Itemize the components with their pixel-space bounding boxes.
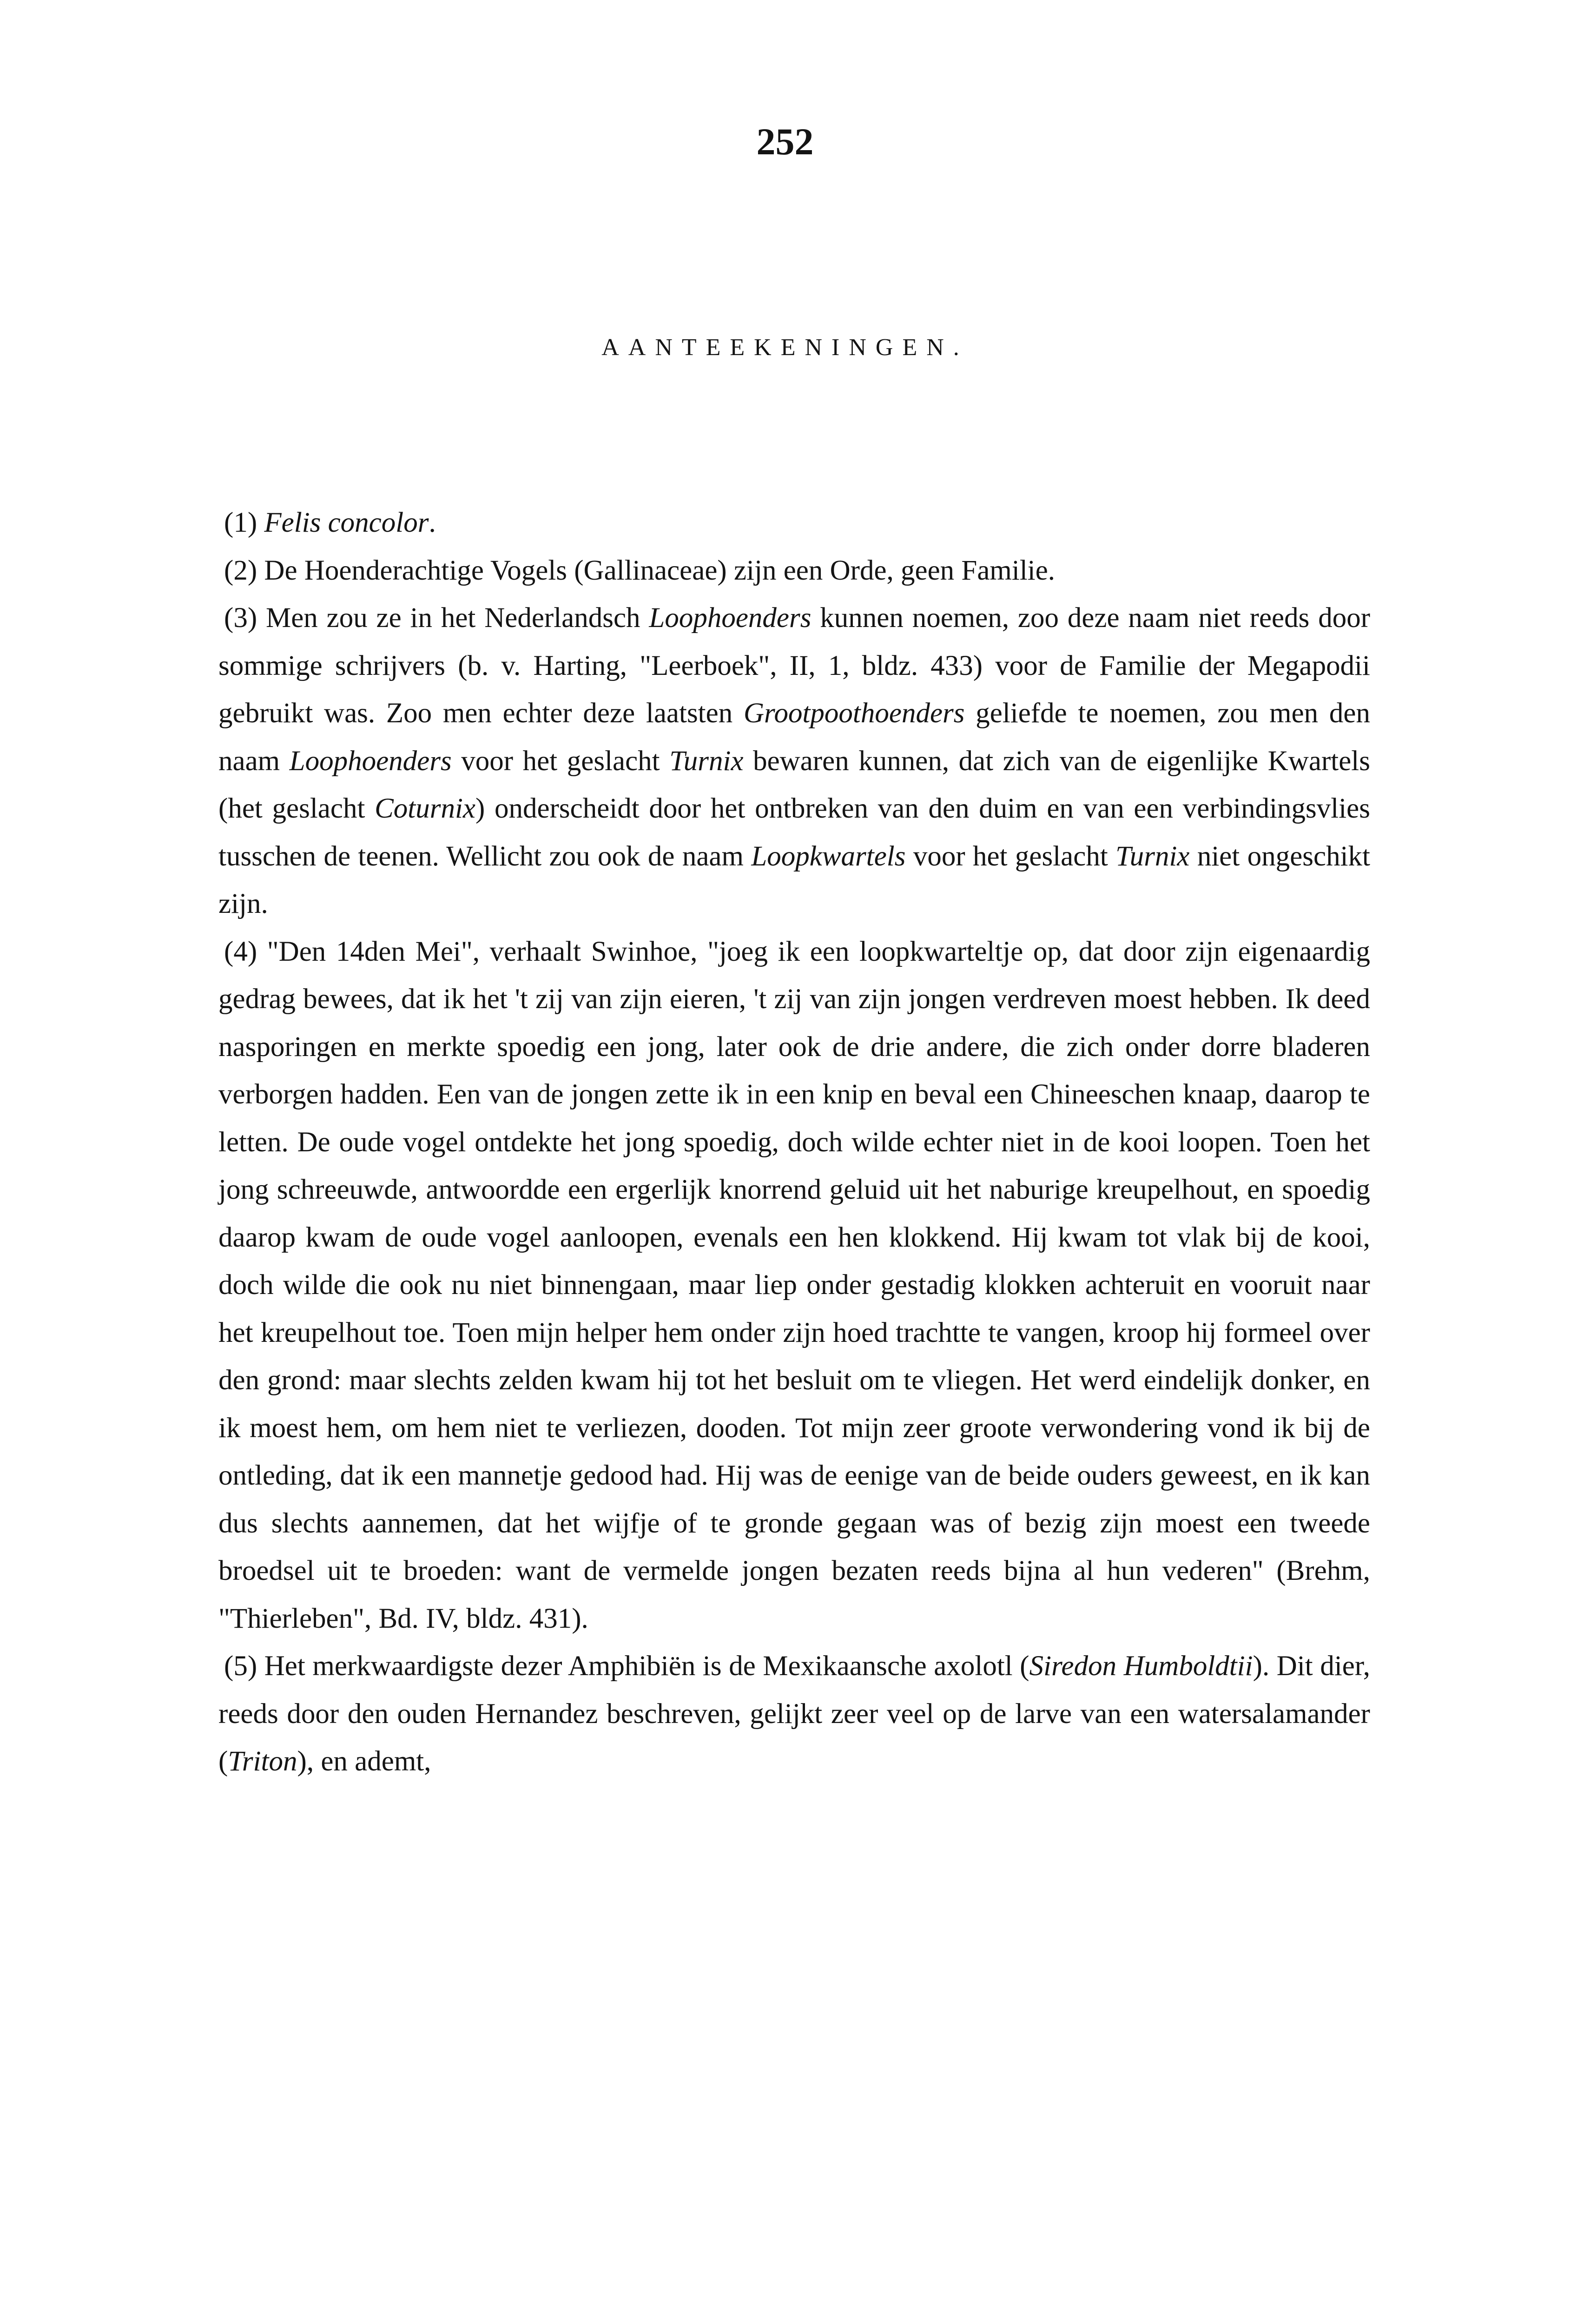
- notes-body: [218, 499, 1370, 1786]
- note-text: Men zou ze in het Nederlandsch: [257, 602, 649, 634]
- note-text: bewaren kunnen, dat zich van de eigenlijke Kwartels (het geslacht: [218, 745, 1370, 824]
- note-text: [257, 507, 264, 538]
- note-text-italic: Turnix: [669, 745, 744, 777]
- note-text: .: [429, 507, 436, 538]
- note-text: ) onderscheidt door het ontbreken van den duim en van een verbindingsvlies tusschen de teenen. Wellicht zou ook de naam: [218, 793, 1370, 872]
- note-number: (3): [224, 602, 257, 634]
- note-text-italic: Triton: [228, 1746, 297, 1777]
- note-text: voor het geslacht: [451, 745, 670, 777]
- section-heading: AANTEEKENINGEN.: [601, 334, 969, 361]
- note-number: (2): [224, 555, 257, 586]
- note-text: "Den 14den Mei", verhaalt Swinhoe, "joeg ik een loopkwarteltje op, dat door zijn eigenaardig gedrag bewees, dat ik het 't zij van zijn eieren, 't zij van zijn jongen verdreven moest hebben. Ik deed nasporingen en merkte spoedig een jong, later ook de drie andere, die zich onder dorre bladeren verborgen hadden. Een van de jongen zette ik in een knip en beval een Chineeschen knaap, daarop te letten. De oude vogel ontdekte het jong spoedig, doch wilde echter niet in de kooi loopen. Toen het jong schreeuwde, antwoordde een ergerlijk knorrend geluid uit het naburige kreupelhout, en spoedig daarop kwam de oude vogel aanloopen, evenals een hen klokkend. Hij kwam tot vlak bij de kooi, doch wilde die ook nu niet binnengaan, maar liep onder gestadig klokken achteruit en vooruit naar het kreupelhout toe. Toen mijn helper hem onder zijn hoed trachtte te vangen, kroop hij formeel over den grond: maar slechts zelden kwam hij tot het besluit om te vliegen. Het werd eindelijk donker, en ik moest hem, om hem niet te verliezen, dooden. Tot mijn zeer groote verwondering vond ik bij de ontleding, dat ik een mannetje gedood had. Hij was de eenige van de beide ouders geweest, en ik kan dus slechts aannemen, dat het wijfje of te gronde gegaan was of bezig zijn moest een tweede broedsel uit te broeden: want de vermelde jongen bezaten reeds bijna al hun vederen" (Brehm, "Thierleben", Bd. IV, bldz. 431).: [218, 936, 1370, 1634]
- note-text: niet ongeschikt zijn.: [218, 840, 1370, 919]
- note-3: [218, 594, 1370, 928]
- note-text-italic: Coturnix: [375, 793, 475, 824]
- note-text: De Hoenderachtige Vogels (Gallinaceae) zijn een Orde, geen Familie.: [257, 555, 1055, 586]
- note-5: [218, 1643, 1370, 1786]
- note-text-italic: Loophoenders: [289, 745, 452, 777]
- note-text: Het merkwaardigste dezer Amphibiën is de Mexikaansche axolotl (: [257, 1651, 1029, 1682]
- note-2: [218, 547, 1370, 595]
- note-1: [218, 499, 1370, 547]
- note-text: geliefde te noemen, zou men den naam: [218, 698, 1370, 777]
- note-4: [218, 928, 1370, 1643]
- note-text-italic: Siredon Humboldtii: [1029, 1651, 1253, 1682]
- note-number: (5): [224, 1651, 257, 1682]
- note-text-italic: Turnix: [1115, 840, 1190, 872]
- note-number: (1): [224, 507, 257, 538]
- note-text: ), en ademt,: [297, 1746, 431, 1777]
- page-number: 252: [756, 120, 814, 163]
- note-text: kunnen noemen, zoo deze naam niet reeds door sommige schrijvers (b. v. Harting, "Leerboek", II, 1, bldz. 433) voor de Familie der Megapodii gebruikt was. Zoo men echter deze laatsten: [218, 602, 1371, 729]
- note-text-italic: Grootpoothoenders: [743, 698, 965, 729]
- note-text: voor het geslacht: [905, 840, 1116, 872]
- note-text: ). Dit dier, reeds door den ouden Hernandez beschreven, gelijkt zeer veel op de larve van een watersalamander (: [218, 1651, 1370, 1777]
- note-text-italic: Loophoenders: [649, 602, 811, 634]
- note-text-italic: Felis concolor: [264, 507, 429, 538]
- note-text-italic: Loopkwartels: [751, 840, 906, 872]
- note-number: (4): [224, 936, 257, 967]
